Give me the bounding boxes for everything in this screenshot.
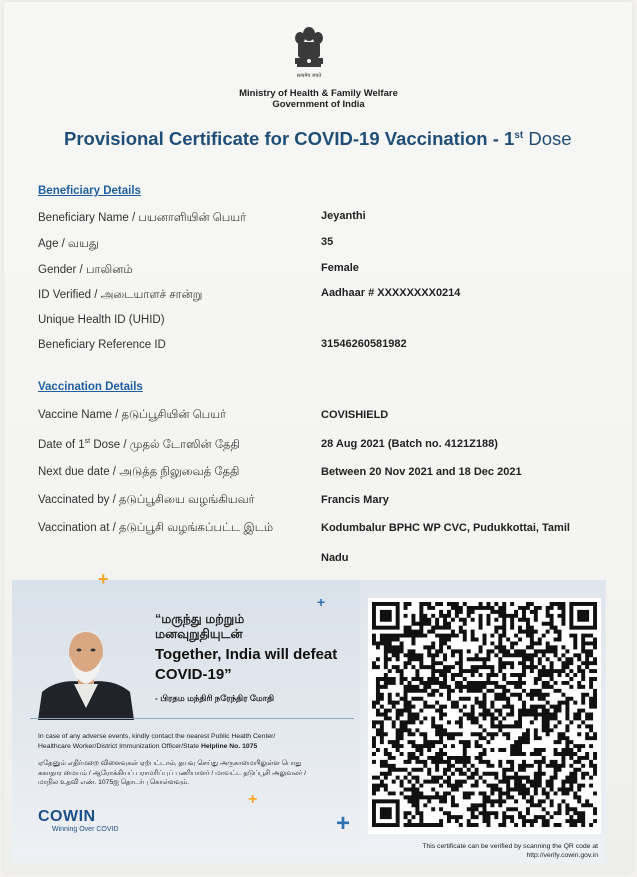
vaccine-name-value: COVISHIELD (321, 409, 389, 421)
vaccinated-by-label: Vaccinated by / தடுப்பூசியை வழங்கியவர் (38, 494, 255, 506)
adverse-events-note-tamil: ஏதேனும் எதிர்மறை விளைவுகள் ஏற்பட்டால், தயவு செய்து அருகாமையிலுள்ள பொது சுகாதார மையம் / ஆரோக்கியப் பராமரிப்புப் பணியாளர் / மாவட்ட தடுப்பூசி அலுவலர் / மாநில உதவி எண். 1075ஐ தொடர்பு கொள்ளவும். (38, 760, 306, 786)
certificate-title: Provisional Certificate for COVID-19 Vaccination - 1st Dose (64, 128, 572, 149)
beneficiary-reference-id-value: 31546260581982 (321, 338, 407, 350)
svg-text:सत्यमेव जयते: सत्यमेव जयते (296, 73, 322, 79)
quote-attribution: - பிரதம மந்திரி நரேந்திர மோதி (155, 693, 275, 703)
first-dose-date-value: 28 Aug 2021 (Batch no. 4121Z188) (321, 438, 498, 450)
gender-label: Gender / பாலினம் (38, 264, 133, 276)
plus-icon: + (248, 791, 258, 808)
quote-english: Together, India will defeat COVID-19” (155, 646, 338, 683)
cowin-tagline: Winning Over COVID (52, 826, 119, 833)
vaccinated-by-value: Francis Mary (321, 494, 389, 506)
plus-icon: + (336, 810, 351, 837)
ministry-name: Ministry of Health & Family Welfare (239, 88, 398, 99)
quote-tamil: “மருந்து மற்றும் மனவுறுதியுடன் (155, 612, 245, 641)
national-emblem-icon (289, 24, 329, 80)
age-value: 35 (321, 236, 334, 248)
vaccination-details-heading: Vaccination Details (38, 381, 143, 393)
vaccination-at-label: Vaccination at / தடுப்பூசி வழங்கப்பட்ட இடம் (38, 522, 274, 534)
portrait-image (38, 622, 134, 720)
gender-value: Female (321, 262, 359, 274)
vaccination-at-value-cont: Nadu (321, 552, 349, 564)
verify-note: This certificate can be verified by scanning the QR code at http://verify.cowin.gov.in (422, 843, 598, 859)
beneficiary-name-label: Beneficiary Name / பயனாளியின் பெயர் (38, 212, 247, 224)
id-verified-value: Aadhaar # XXXXXXXX0214 (321, 287, 461, 299)
age-label: Age / வயது (38, 238, 99, 250)
vaccine-name-label: Vaccine Name / தடுப்பூசியின் பெயர் (38, 409, 227, 421)
beneficiary-reference-id-label: Beneficiary Reference ID (38, 339, 166, 351)
government-name: Government of India (272, 99, 365, 110)
beneficiary-details-heading: Beneficiary Details (38, 185, 141, 197)
first-dose-date-label: Date of 1st Dose / முதல் டோஸின் தேதி (38, 438, 240, 451)
vaccination-at-value: Kodumbalur BPHC WP CVC, Pudukkottai, Tamil (321, 522, 570, 534)
beneficiary-name-value: Jeyanthi (321, 210, 366, 222)
plus-icon: + (98, 569, 109, 589)
qr-code-icon (368, 598, 601, 834)
id-verified-label: ID Verified / அடையாளச் சான்று (38, 289, 203, 301)
plus-icon: + (317, 594, 326, 610)
adverse-events-note: In case of any adverse events, kindly contact the nearest Public Health Center/ Healthcare Worker/District Immunization Officer/State Helpline No. 1075 (38, 733, 276, 750)
next-due-date-label: Next due date / அடுத்த நிலுவைத் தேதி (38, 466, 240, 478)
next-due-date-value: Between 20 Nov 2021 and 18 Dec 2021 (321, 466, 522, 478)
divider (30, 718, 354, 719)
cowin-logo: COWIN (38, 808, 96, 825)
uhid-label: Unique Health ID (UHID) (38, 314, 165, 326)
